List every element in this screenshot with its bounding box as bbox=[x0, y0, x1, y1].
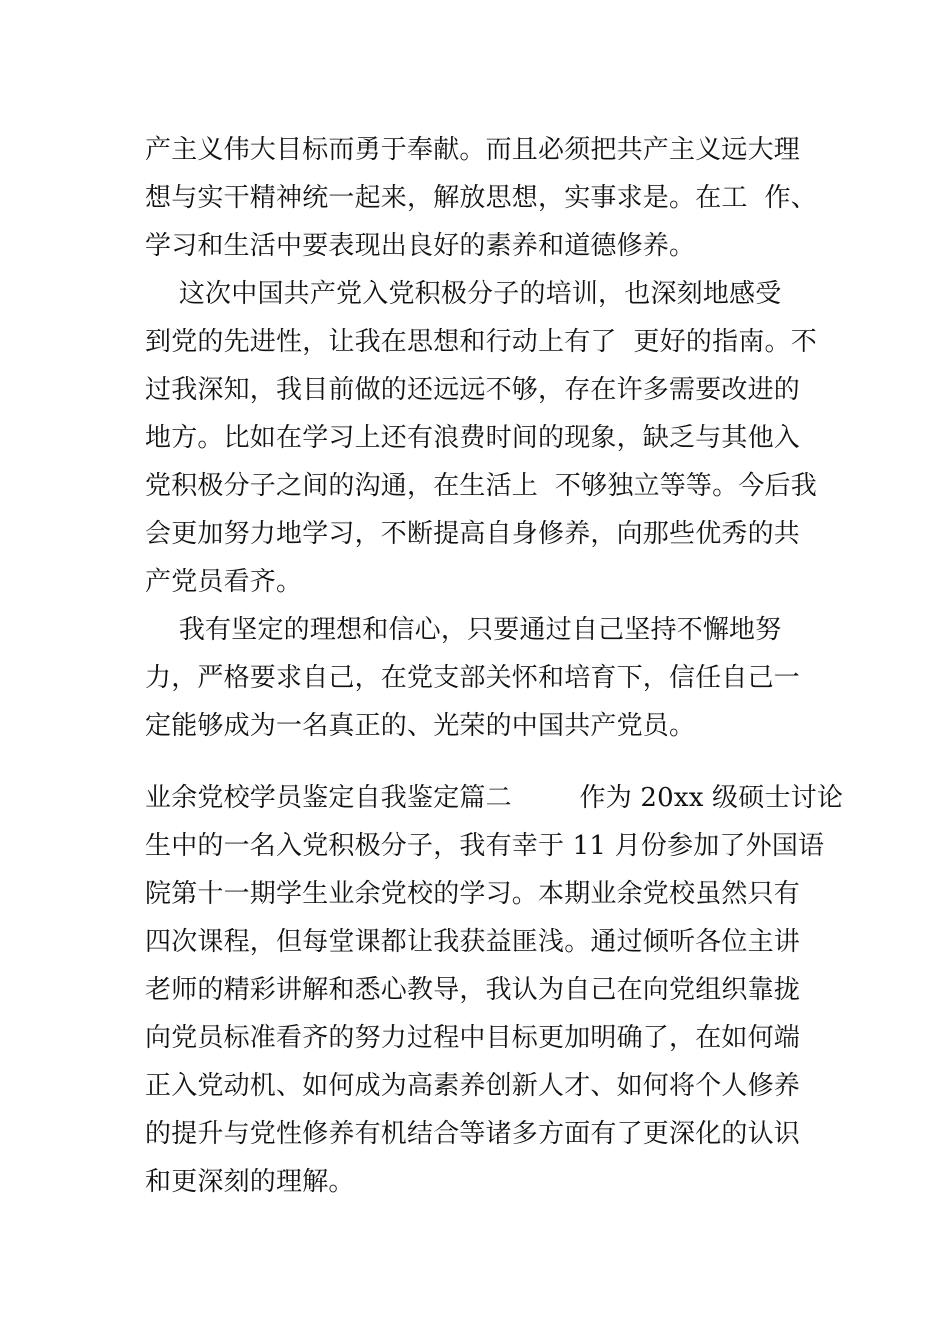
text-line: 学习和生活中要表现出良好的素养和道德修养。 bbox=[145, 231, 696, 261]
text-line: 会更加努力地学习，不断提高自身修养，向那些优秀的共 bbox=[145, 519, 801, 549]
text-line: 想与实干精神统一起来，解放思想，实事求是。在工 作、 bbox=[145, 183, 817, 213]
section-heading-line: 业余党校学员鉴定自我鉴定篇二 作为 20xx 级硕士讨论 bbox=[145, 783, 844, 813]
text-line: 定能够成为一名真正的、光荣的中国共产党员。 bbox=[145, 711, 696, 741]
text-line: 正入党动机、如何成为高素养创新人才、如何将个人修养 bbox=[145, 1071, 801, 1101]
text-line: 向党员标准看齐的努力过程中目标更加明确了，在如何端 bbox=[145, 1023, 801, 1053]
text-line: 的提升与党性修养有机结合等诸多方面有了更深化的认识 bbox=[145, 1119, 801, 1149]
text-line: 我有坚定的理想和信心，只要通过自己坚持不懈地努 bbox=[145, 615, 782, 645]
text-line: 和更深刻的理解。 bbox=[145, 1167, 355, 1197]
text-line: 力，严格要求自己，在党支部关怀和培育下，信任自己一 bbox=[145, 663, 801, 693]
text-line: 产主义伟大目标而勇于奉献。而且必须把共产主义远大理 bbox=[145, 135, 801, 165]
text-line: 党积极分子之间的沟通，在生活上 不够独立等等。今后我 bbox=[145, 471, 817, 501]
text-line: 老师的精彩讲解和悉心教导，我认为自己在向党组织靠拢 bbox=[145, 975, 801, 1005]
text-line: 地方。比如在学习上还有浪费时间的现象，缺乏与其他入 bbox=[145, 423, 801, 453]
text-line: 产党员看齐。 bbox=[145, 567, 303, 597]
text-line: 四次课程，但每堂课都让我获益匪浅。通过倾听各位主讲 bbox=[145, 927, 801, 957]
text-line: 这次中国共产党入党积极分子的培训，也深刻地感受 bbox=[145, 279, 782, 309]
text-line: 到党的先进性，让我在思想和行动上有了 更好的指南。不 bbox=[145, 327, 817, 357]
text-line: 生中的一名入党积极分子，我有幸于 11 月份参加了外国语 bbox=[145, 831, 825, 861]
text-line: 院第十一期学生业余党校的学习。本期业余党校虽然只有 bbox=[145, 879, 801, 909]
text-line: 过我深知，我目前做的还远远不够，存在许多需要改进的 bbox=[145, 375, 801, 405]
